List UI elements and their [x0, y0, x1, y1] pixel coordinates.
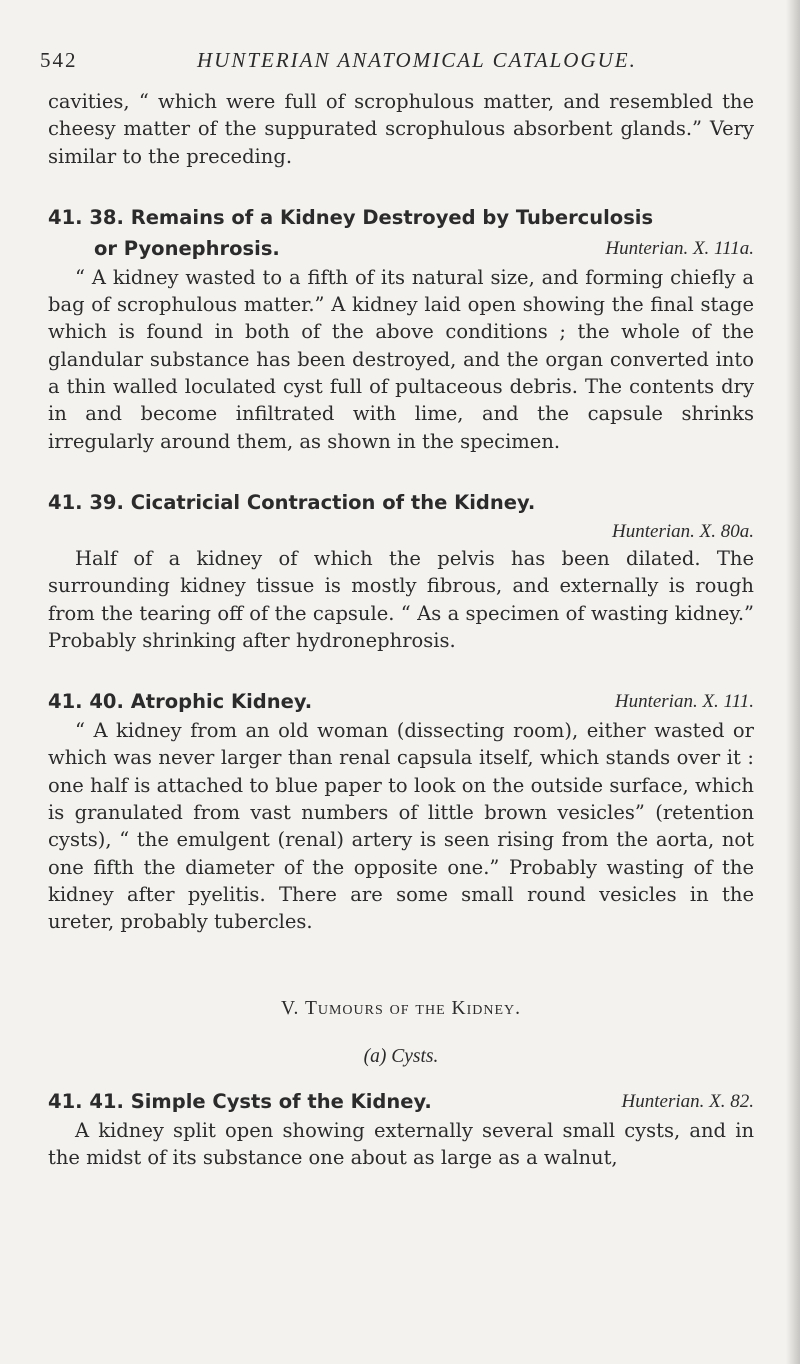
entry-description: Half of a kidney of which the pelvis has been dilated. The surrounding kidney tissue is mostly fibrous, and externally is rough from the tearing off of the capsule. “ As a specimen of wasting kidney.” Probably shrinking after hydronephrosis.: [48, 546, 754, 652]
entry-title-continued: or Pyonephrosis.: [94, 236, 280, 260]
entry-title: Cicatricial Contraction of the Kidney.: [130, 490, 536, 514]
entry-heading: [48, 202, 754, 264]
entry-description: A kidney split open showing externally several small cysts, and in the midst of its substance one about as large as a walnut,: [48, 1118, 754, 1169]
section-heading: V. Tumours of the Kidney.: [280, 997, 522, 1019]
entry-number: 41. 39.: [48, 490, 124, 514]
continuation-paragraph: cavities, “ which were full of scrophulous matter, and resembled the cheesy matter of the suppurated scrophulous absorbent glands.” Very similar to the preceding.: [48, 90, 754, 168]
page-number: 542: [40, 48, 78, 72]
entry-source: Hunterian. X. 111.: [614, 691, 754, 713]
page-body: [48, 88, 754, 1171]
entry-title: Atrophic Kidney.: [130, 690, 313, 714]
entry-heading: [48, 686, 754, 717]
entry-number: 41. 41.: [48, 1089, 124, 1113]
entry-heading: [48, 487, 754, 518]
page-edge-shadow: [786, 0, 800, 1364]
running-title: HUNTERIAN ANATOMICAL CATALOGUE.: [197, 48, 637, 72]
entry-source: Hunterian. X. 80a.: [612, 520, 754, 542]
catalogue-entry: [48, 1086, 754, 1172]
entry-number: 41. 38.: [48, 205, 124, 229]
catalogue-entry: [48, 686, 754, 935]
running-head: [40, 48, 760, 78]
entry-number: 41. 40.: [48, 690, 124, 714]
entry-heading: [48, 1086, 754, 1117]
entry-source: Hunterian. X. 111a.: [605, 237, 754, 259]
entry-description: “ A kidney from an old woman (dissecting room), either wasted or which was never larger than renal capsula itself, which stands over it : one half is attached to blue paper to look on the outside surface, which is granulated from vast numbers of little brown vesicles” (retention cysts), “ the emulgent (renal) artery is seen rising from the aorta, not one fifth the diameter of the opposite one.” Probably wasting of the kidney after pyelitis. There are some small round vesicles in the ureter, probably tubercles.: [48, 719, 754, 934]
entry-description: “ A kidney wasted to a fifth of its natural size, and forming chiefly a bag of scrophulous matter.” A kidney laid open showing the final stage which is found in both of the above conditions ; the whole of the glandular substance has been destroyed, and the organ converted into a thin walled loculated cyst full of pultaceous debris. The contents dry in and become infiltrated with lime, and the capsule shrinks irregularly around them, as shown in the specimen.: [48, 265, 754, 453]
catalogue-entry: [48, 202, 754, 455]
entry-source: Hunterian. X. 82.: [621, 1090, 754, 1112]
catalogue-entry: [48, 487, 754, 654]
entry-title: Remains of a Kidney Destroyed by Tuberculosis: [130, 205, 654, 229]
entry-title: Simple Cysts of the Kidney.: [130, 1089, 432, 1113]
subsection-heading: (a) Cysts.: [363, 1045, 439, 1067]
